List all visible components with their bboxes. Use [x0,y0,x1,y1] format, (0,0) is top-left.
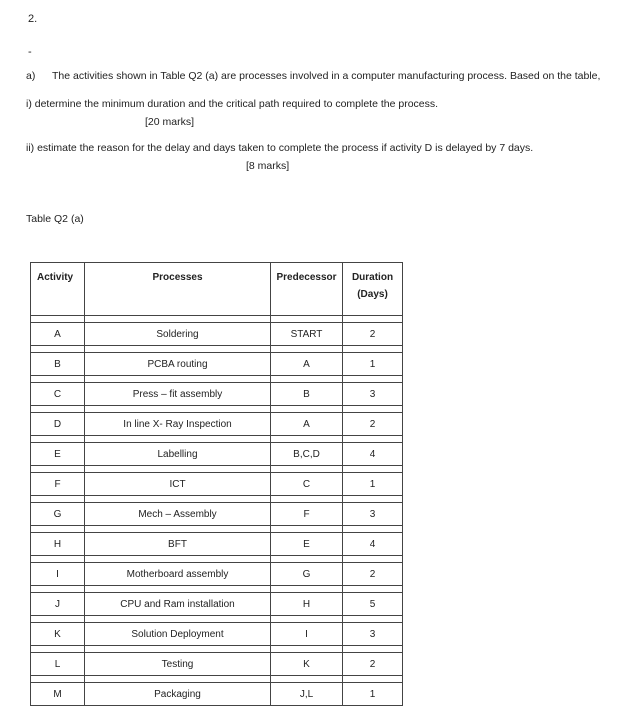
part-a-label: a) [26,70,36,82]
cell-predecessor: H [271,593,343,616]
spacer-cell [271,646,343,653]
spacer-cell [343,496,403,503]
table-row [31,533,403,556]
row-spacer [31,586,403,593]
spacer-cell [271,616,343,623]
cell-predecessor: G [271,563,343,586]
row-spacer [31,376,403,383]
cell-activity: I [31,563,85,586]
table-row [31,383,403,406]
row-spacer [31,676,403,683]
spacer-cell [271,526,343,533]
spacer-cell [31,346,85,353]
cell-activity: D [31,413,85,436]
cell-predecessor: A [271,413,343,436]
cell-process: Soldering [85,323,271,346]
spacer-cell [85,466,271,473]
spacer-cell [85,616,271,623]
cell-activity: M [31,683,85,706]
spacer-cell [271,586,343,593]
table-row [31,563,403,586]
row-spacer [31,316,403,323]
header-duration-line2: (Days) [357,289,388,300]
marks-i: [20 marks] [145,116,195,128]
spacer-cell [271,376,343,383]
cell-process: Labelling [85,443,271,466]
spacer-cell [85,496,271,503]
spacer-cell [31,646,85,653]
spacer-cell [343,406,403,413]
spacer-cell [271,436,343,443]
cell-predecessor: K [271,653,343,676]
cell-predecessor: A [271,353,343,376]
cell-activity: H [31,533,85,556]
spacer-cell [85,316,271,323]
dash-marker: - [28,46,32,58]
cell-activity: G [31,503,85,526]
table-caption: Table Q2 (a) [26,213,84,225]
spacer-cell [343,646,403,653]
cell-duration: 2 [343,653,403,676]
cell-activity: E [31,443,85,466]
cell-predecessor: B [271,383,343,406]
cell-duration: 3 [343,623,403,646]
header-processes: Processes [85,263,271,316]
header-predecessor: Predecessor [271,263,343,316]
cell-duration: 2 [343,413,403,436]
cell-duration: 1 [343,353,403,376]
spacer-cell [31,526,85,533]
table-header-row [31,263,403,316]
cell-process: BFT [85,533,271,556]
spacer-cell [31,556,85,563]
spacer-cell [343,436,403,443]
sub-question-ii: ii) estimate the reason for the delay and days taken to complete the process if activity D is delayed by 7 days. [26,142,534,154]
spacer-cell [31,436,85,443]
row-spacer [31,466,403,473]
spacer-cell [343,556,403,563]
table-row [31,473,403,496]
table-row [31,653,403,676]
spacer-cell [31,316,85,323]
spacer-cell [31,406,85,413]
cell-activity: K [31,623,85,646]
question-number: 2. [28,13,38,25]
cell-duration: 4 [343,533,403,556]
header-activity: Activity [31,263,85,316]
spacer-cell [31,586,85,593]
cell-process: Packaging [85,683,271,706]
spacer-cell [85,586,271,593]
spacer-cell [85,646,271,653]
spacer-cell [343,346,403,353]
header-duration [343,263,403,316]
spacer-cell [31,496,85,503]
spacer-cell [85,406,271,413]
cell-predecessor: E [271,533,343,556]
spacer-cell [343,526,403,533]
spacer-cell [85,346,271,353]
spacer-cell [31,376,85,383]
cell-process: Testing [85,653,271,676]
cell-process: ICT [85,473,271,496]
cell-predecessor: J,L [271,683,343,706]
cell-duration: 2 [343,563,403,586]
spacer-cell [343,316,403,323]
sub-question-i: i) determine the minimum duration and the critical path required to complete the process. [26,98,439,110]
spacer-cell [31,676,85,683]
cell-predecessor: START [271,323,343,346]
table-row [31,443,403,466]
spacer-cell [271,316,343,323]
marks-ii: [8 marks] [246,160,290,172]
cell-activity: F [31,473,85,496]
table-row [31,623,403,646]
spacer-cell [85,676,271,683]
row-spacer [31,646,403,653]
cell-process: In line X- Ray Inspection [85,413,271,436]
cell-process: Solution Deployment [85,623,271,646]
cell-process: PCBA routing [85,353,271,376]
spacer-cell [343,466,403,473]
spacer-cell [271,346,343,353]
spacer-cell [343,676,403,683]
cell-activity: B [31,353,85,376]
table-row [31,413,403,436]
spacer-cell [271,466,343,473]
cell-activity: L [31,653,85,676]
cell-process: Press – fit assembly [85,383,271,406]
table-row [31,593,403,616]
spacer-cell [85,376,271,383]
row-spacer [31,616,403,623]
row-spacer [31,346,403,353]
cell-duration: 4 [343,443,403,466]
row-spacer [31,436,403,443]
row-spacer [31,526,403,533]
spacer-cell [85,526,271,533]
table-row [31,353,403,376]
row-spacer [31,406,403,413]
cell-duration: 1 [343,683,403,706]
cell-predecessor: B,C,D [271,443,343,466]
cell-predecessor: F [271,503,343,526]
spacer-cell [271,676,343,683]
spacer-cell [343,616,403,623]
spacer-cell [343,586,403,593]
spacer-cell [271,496,343,503]
cell-process: CPU and Ram installation [85,593,271,616]
cell-duration: 5 [343,593,403,616]
cell-activity: C [31,383,85,406]
cell-activity: A [31,323,85,346]
spacer-cell [343,376,403,383]
cell-duration: 3 [343,383,403,406]
spacer-cell [271,556,343,563]
activity-table [30,262,403,706]
table-row [31,503,403,526]
header-duration-line1: Duration [351,272,394,283]
cell-duration: 2 [343,323,403,346]
table-row [31,683,403,706]
spacer-cell [85,556,271,563]
cell-predecessor: I [271,623,343,646]
cell-process: Motherboard assembly [85,563,271,586]
table-row [31,323,403,346]
cell-duration: 3 [343,503,403,526]
cell-activity: J [31,593,85,616]
spacer-cell [271,406,343,413]
row-spacer [31,496,403,503]
spacer-cell [31,466,85,473]
row-spacer [31,556,403,563]
cell-predecessor: C [271,473,343,496]
spacer-cell [31,616,85,623]
spacer-cell [85,436,271,443]
cell-duration: 1 [343,473,403,496]
part-a-text: The activities shown in Table Q2 (a) are processes involved in a computer manufacturing process. Based on the table, [52,70,601,82]
cell-process: Mech – Assembly [85,503,271,526]
